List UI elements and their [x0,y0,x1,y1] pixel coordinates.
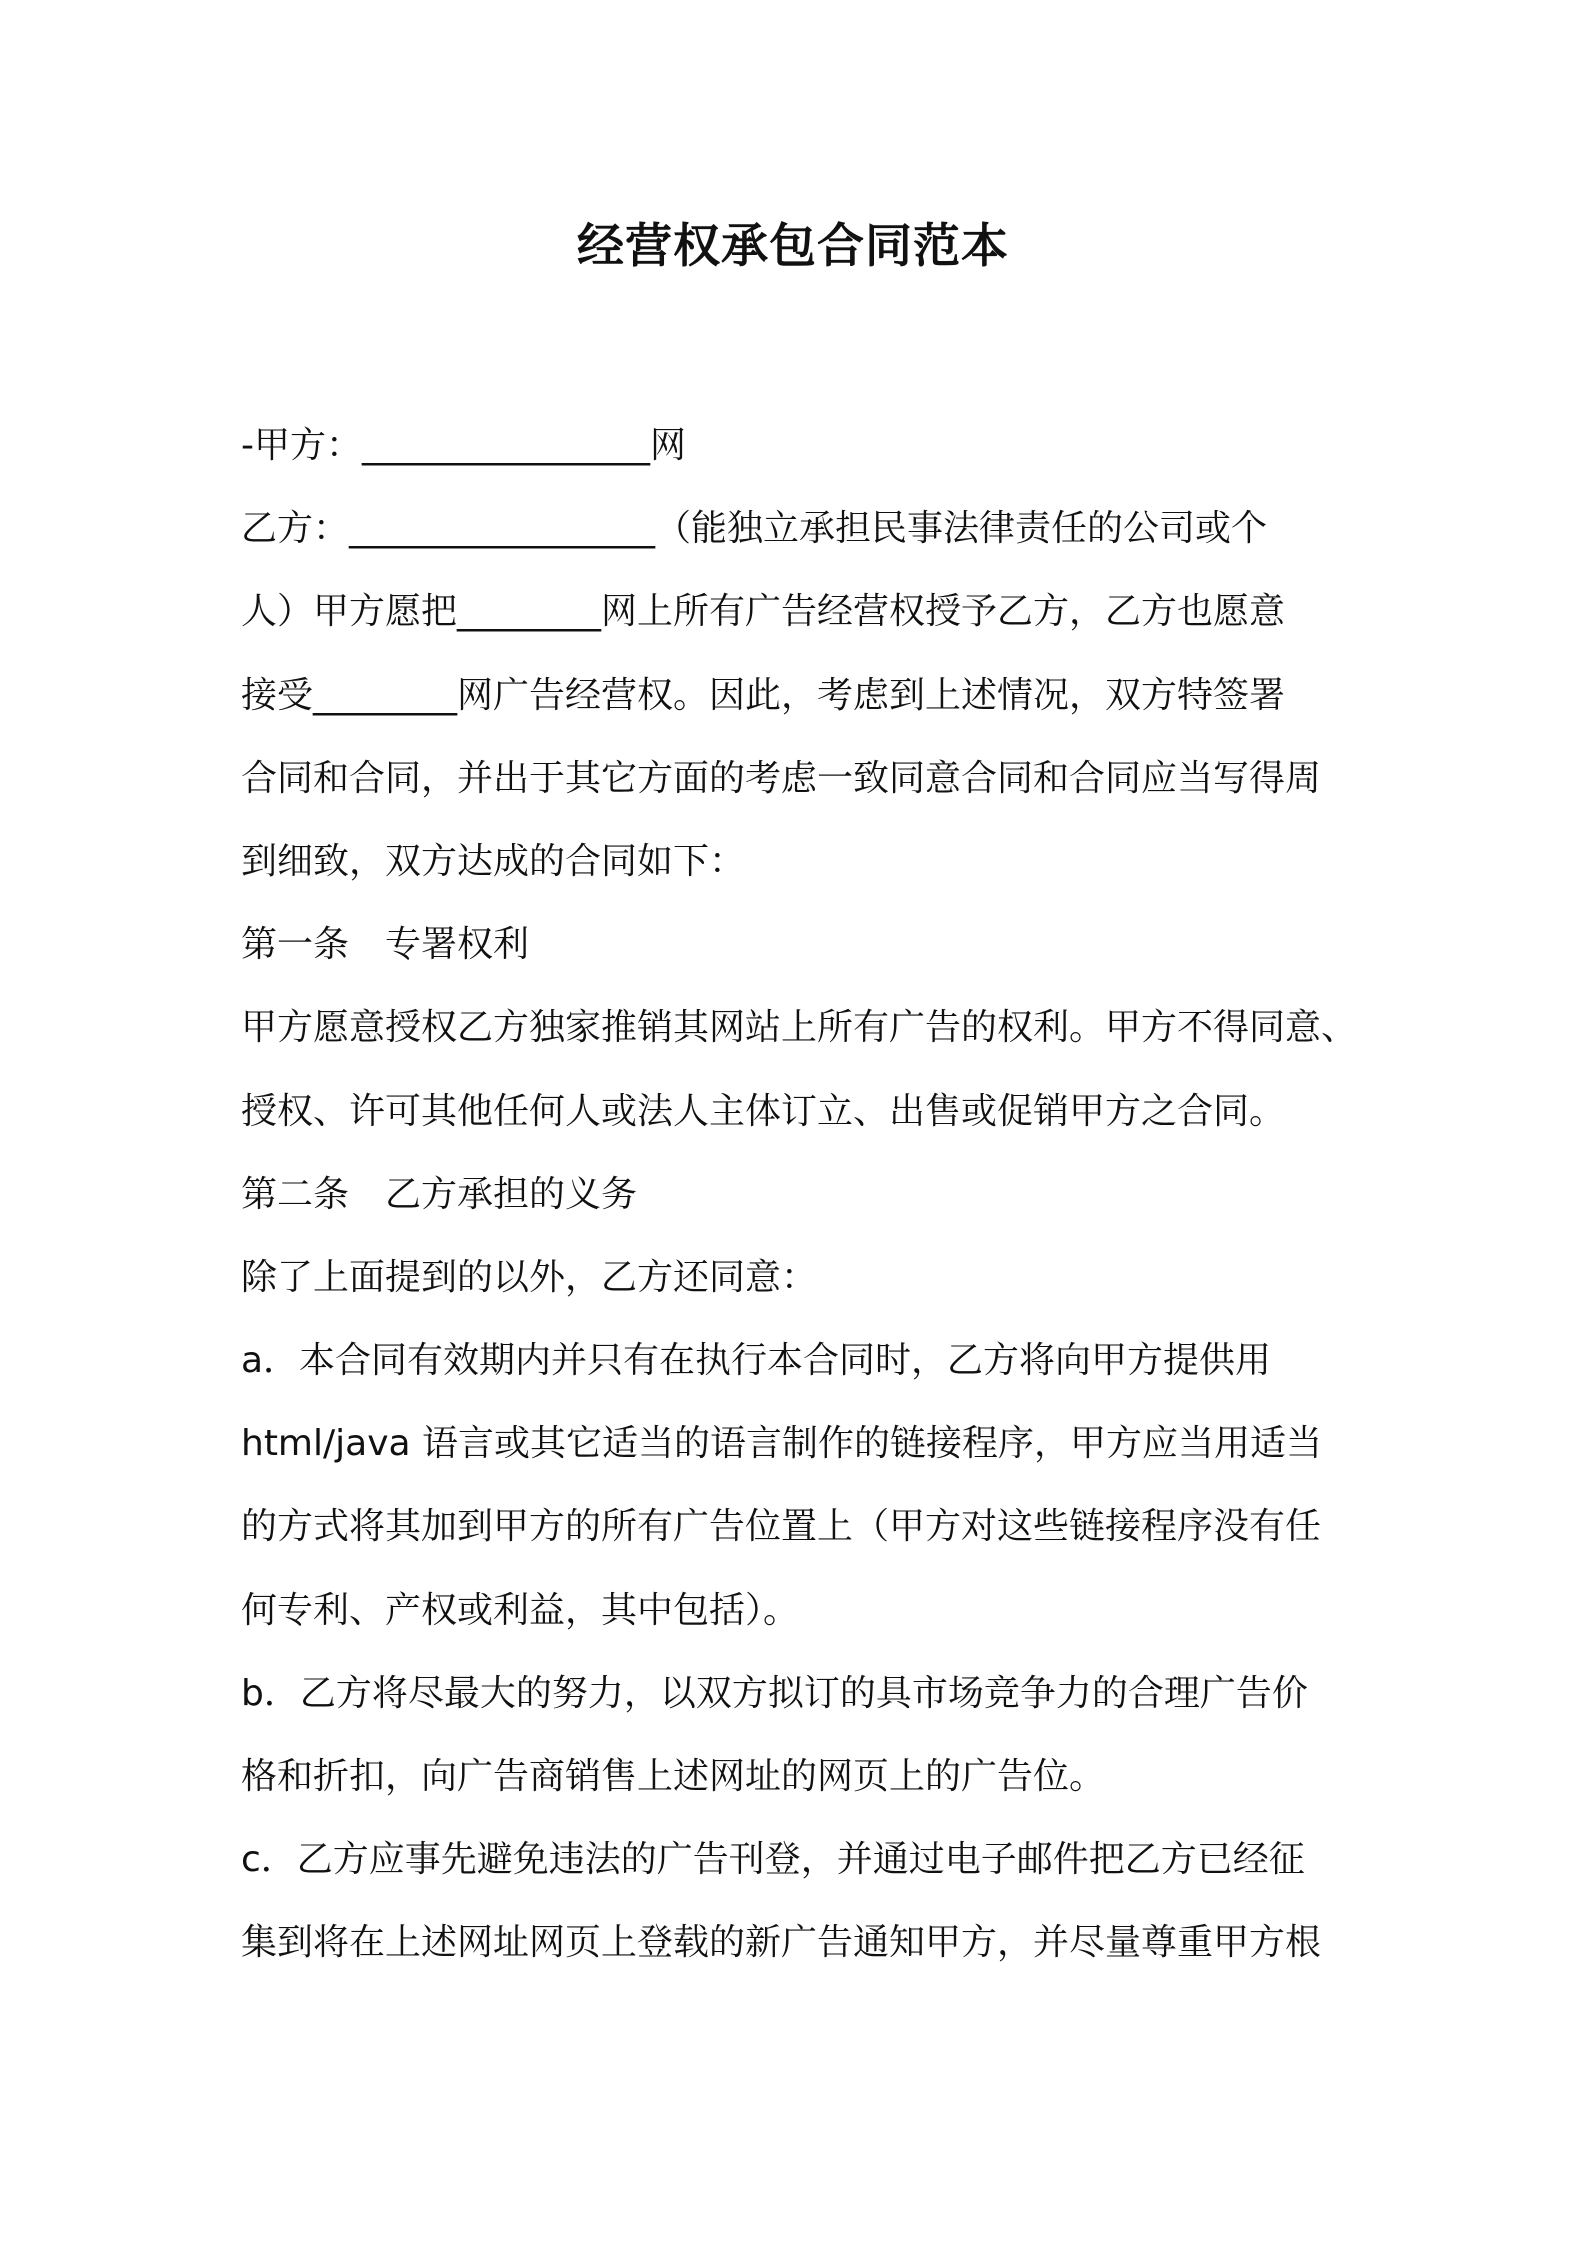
party-b-line: 乙方：_________________（能独立承担民事法律责任的公司或个 [241,508,1268,550]
preamble-line: 接受________网广告经营权。因此，考虑到上述情况，双方特签署 [241,674,1286,716]
document-title: 经营权承包合同范本 [577,219,1009,274]
clause-a-text: 的方式将其加到甲方的所有广告位置上（甲方对这些链接程序没有任 [241,1506,1322,1548]
article-2-intro: 除了上面提到的以外，乙方还同意： [241,1256,818,1298]
article-2-heading: 第二条 乙方承担的义务 [241,1173,638,1215]
clause-a-text: html/java 语言或其它适当的语言制作的链接程序，甲方应当用适当 [241,1423,1323,1465]
clause-a-text: 何专利、产权或利益，其中包括）。 [241,1589,800,1631]
clause-b-text: 格和折扣，向广告商销售上述网址的网页上的广告位。 [241,1756,1106,1797]
preamble-line: 人）甲方愿把________网上所有广告经营权授予乙方，乙方也愿意 [241,591,1286,633]
preamble-line: 到细致，双方达成的合同如下： [241,840,746,882]
clause-a-text: a．本合同有效期内并只有在执行本合同时，乙方将向甲方提供用 [241,1340,1272,1382]
article-1-text: 授权、许可其他任何人或法人主体订立、出售或促销甲方之合同。 [241,1090,1286,1132]
document-body [241,404,1371,1985]
article-1-heading: 第一条 专署权利 [241,924,530,966]
clause-c-text: 集到将在上述网址网页上登载的新广告通知甲方，并尽量尊重甲方根 [241,1922,1322,1964]
article-1-text: 甲方愿意授权乙方独家推销其网站上所有广告的权利。甲方不得同意、 [241,1007,1358,1049]
party-a-line: -甲方：________________网 [241,425,686,466]
clause-b-text: b．乙方将尽最大的努力，以双方拟订的具市场竞争力的合理广告价 [241,1672,1308,1714]
preamble-line: 合同和合同，并出于其它方面的考虑一致同意合同和合同应当写得周 [241,757,1322,799]
clause-c-text: c．乙方应事先避免违法的广告刊登，并通过电子邮件把乙方已经征 [241,1839,1305,1881]
